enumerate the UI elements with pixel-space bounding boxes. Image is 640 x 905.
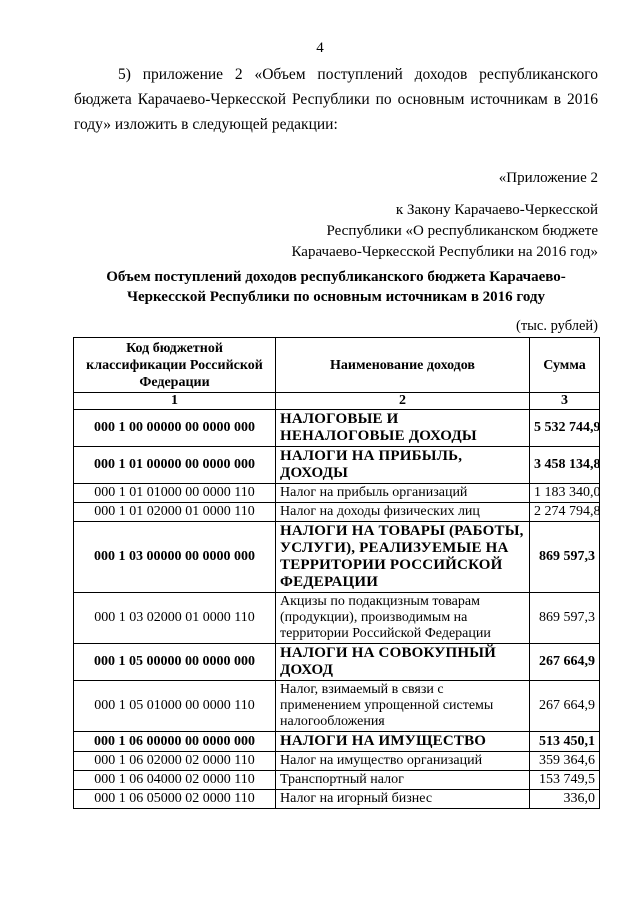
name-cell: Налог на игорный бизнес (276, 790, 530, 809)
sum-cell: 2 274 794,8 (530, 503, 600, 522)
code-cell: 000 1 05 01000 00 0000 110 (74, 681, 276, 732)
table-row (74, 593, 600, 644)
table-row (74, 790, 600, 809)
header-sum: Сумма (530, 338, 600, 393)
appendix-line-3: Карачаево-Черкесской Республики на 2016 год» (291, 244, 598, 260)
table-row (74, 410, 600, 447)
header-name: Наименование доходов (276, 338, 530, 393)
table-row (74, 752, 600, 771)
sum-cell: 1 183 340,0 (530, 484, 600, 503)
column-number: 1 (74, 393, 276, 410)
intro-line-1: 5) приложение 2 «Объем поступлений доходов республиканского (118, 66, 598, 83)
table-header-row (74, 338, 600, 393)
intro-line-rest: бюджета Карачаево-Черкесской Республики по основным источникам в 2016 году» изложить в следующей редакции: (74, 91, 598, 133)
table-row (74, 644, 600, 681)
code-cell: 000 1 06 00000 00 0000 000 (74, 732, 276, 752)
page-number: 4 (316, 40, 324, 56)
code-cell: 000 1 01 01000 00 0000 110 (74, 484, 276, 503)
title-line-2: Черкесской Республики по основным источникам в 2016 году (126, 289, 546, 305)
units-note: (тыс. рублей) (516, 318, 598, 334)
sum-cell: 267 664,9 (530, 644, 600, 681)
header-code: Код бюджетной классификации Российской Федерации (74, 338, 276, 393)
code-cell: 000 1 03 00000 00 0000 000 (74, 522, 276, 593)
name-cell: НАЛОГИ НА ПРИБЫЛЬ, ДОХОДЫ (276, 447, 530, 484)
table-row (74, 681, 600, 732)
code-cell: 000 1 05 00000 00 0000 000 (74, 644, 276, 681)
table-body (74, 410, 600, 809)
sum-cell: 267 664,9 (530, 681, 600, 732)
revenue-table (73, 337, 600, 809)
name-cell: Налог, взимаемый в связи с применением упрощенной системы налогообложения (276, 681, 530, 732)
name-cell: НАЛОГОВЫЕ И НЕНАЛОГОВЫЕ ДОХОДЫ (276, 410, 530, 447)
appendix-label: «Приложение 2 (498, 170, 598, 186)
table-row (74, 732, 600, 752)
document-title (74, 267, 598, 307)
appendix-reference (292, 168, 599, 263)
code-cell: 000 1 01 00000 00 0000 000 (74, 447, 276, 484)
table-row (74, 522, 600, 593)
table-row (74, 503, 600, 522)
title-line-1: Объем поступлений доходов республиканского бюджета Карачаево- (106, 269, 566, 285)
name-cell: Транспортный налог (276, 771, 530, 790)
intro-paragraph (74, 62, 598, 137)
table-row (74, 484, 600, 503)
name-cell: НАЛОГИ НА ИМУЩЕСТВО (276, 732, 530, 752)
sum-cell: 513 450,1 (530, 732, 600, 752)
column-number-row (74, 393, 600, 410)
sum-cell: 869 597,3 (530, 522, 600, 593)
sum-cell: 336,0 (530, 790, 600, 809)
appendix-line-2: Республики «О республиканском бюджете (326, 223, 598, 239)
table-row (74, 447, 600, 484)
sum-cell: 3 458 134,8 (530, 447, 600, 484)
code-cell: 000 1 01 02000 01 0000 110 (74, 503, 276, 522)
column-number: 2 (276, 393, 530, 410)
sum-cell: 869 597,3 (530, 593, 600, 644)
name-cell: Налог на имущество организаций (276, 752, 530, 771)
appendix-line-1: к Закону Карачаево-Черкесской (395, 202, 598, 218)
sum-cell: 153 749,5 (530, 771, 600, 790)
column-number: 3 (530, 393, 600, 410)
sum-cell: 359 364,6 (530, 752, 600, 771)
code-cell: 000 1 00 00000 00 0000 000 (74, 410, 276, 447)
code-cell: 000 1 06 02000 02 0000 110 (74, 752, 276, 771)
name-cell: Налог на прибыль организаций (276, 484, 530, 503)
code-cell: 000 1 06 04000 02 0000 110 (74, 771, 276, 790)
code-cell: 000 1 03 02000 01 0000 110 (74, 593, 276, 644)
sum-cell: 5 532 744,9 (530, 410, 600, 447)
name-cell: НАЛОГИ НА ТОВАРЫ (РАБОТЫ, УСЛУГИ), РЕАЛИЗУЕМЫЕ НА ТЕРРИТОРИИ РОССИЙСКОЙ ФЕДЕРАЦИИ (276, 522, 530, 593)
table-row (74, 771, 600, 790)
name-cell: НАЛОГИ НА СОВОКУПНЫЙ ДОХОД (276, 644, 530, 681)
code-cell: 000 1 06 05000 02 0000 110 (74, 790, 276, 809)
name-cell: Акцизы по подакцизным товарам (продукции), производимым на территории Российской Федерации (276, 593, 530, 644)
name-cell: Налог на доходы физических лиц (276, 503, 530, 522)
